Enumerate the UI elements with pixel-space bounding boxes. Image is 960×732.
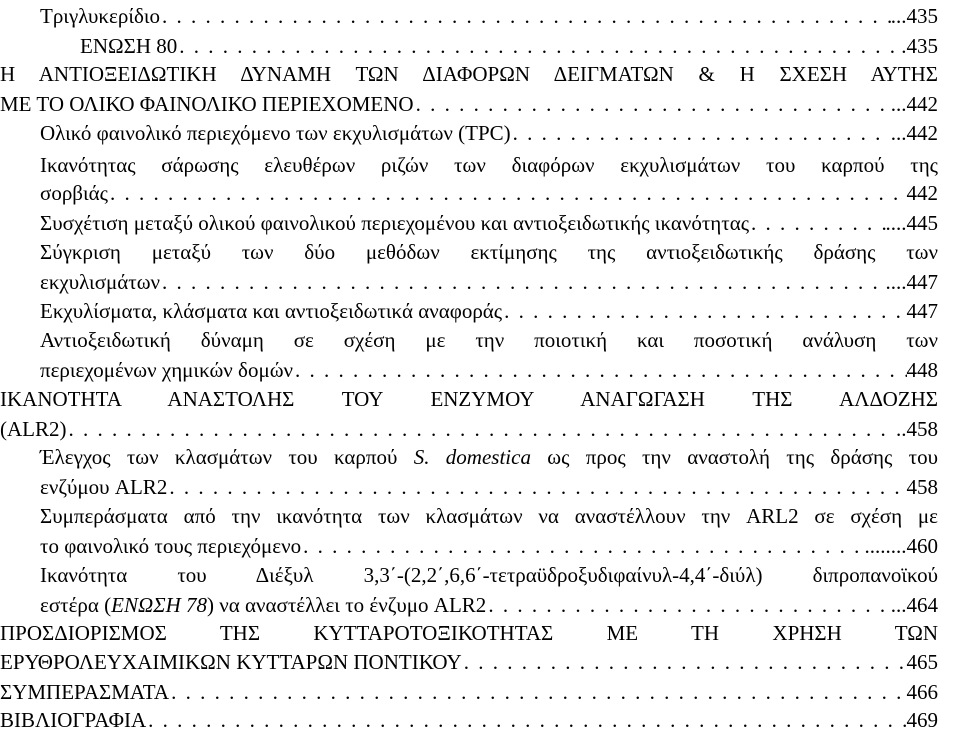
dot-leader: [749, 211, 885, 235]
toc-entry-title: Εκχυλίσματα, κλάσματα και αντιοξειδωτικά αναφοράς: [40, 299, 503, 323]
toc-entry: [0, 413, 938, 441]
dot-leader: [462, 650, 907, 674]
toc-entry-title: Ικανότητα του Διέξυλ 3,3΄-(2,2΄,6,6΄-τετραϋδροξυδιφαίνυλ-4,4΄-διύλ) διπροπανοϊκού: [40, 563, 938, 587]
toc-entry: [40, 471, 938, 499]
toc-entry-title: Συμπεράσματα από την ικανότητα των κλασμάτων να αναστέλλουν την ARL2 σε σχέση με: [40, 504, 938, 528]
toc-entry-title: ΠΡΟΣΔΙΟΡΙΣΜΟΣ ΤΗΣ ΚΥΤΤΑΡΟΤΟΞΙΚΟΤΗΤΑΣ ΜΕ ΤΗ ΧΡΗΣΗ ΤΩΝ: [0, 621, 938, 645]
toc-entry-title: [40, 593, 486, 617]
toc-entry: [40, 354, 938, 382]
toc-entry-title: Συσχέτιση μεταξύ ολικού φαινολικού περιεχομένου και αντιοξειδωτικής ικανότητας: [40, 211, 750, 235]
toc-entry: [0, 704, 938, 732]
toc-entry-title: Ολικό φαινολικό περιεχόμενο των εκχυλισμάτων (TPC): [40, 121, 511, 145]
toc-entry: [40, 500, 938, 528]
toc-entry: [40, 0, 938, 28]
toc-entry-page: 447: [906, 299, 938, 323]
toc-entry-title: ΙΚΑΝΟΤΗΤΑ ΑΝΑΣΤΟΛΗΣ ΤΟΥ ΕΝΖΥΜΟΥ ΑΝΑΓΩΓΑΣΗ ΤΗΣ ΑΛΔΟΖΗΣ: [0, 387, 938, 411]
dot-leader: [167, 475, 906, 499]
toc-entry: [0, 383, 938, 411]
toc-entry-title: ενζύμου ALR2: [40, 475, 168, 499]
toc-entry-title: ΕΝΩΣΗ 80: [80, 34, 178, 58]
toc-entry: [40, 530, 938, 558]
toc-entry-page: .435: [901, 34, 938, 58]
toc-entry-title: ΣΥΜΠΕΡΑΣΜΑΤΑ: [0, 680, 170, 704]
toc-entry: [40, 559, 938, 587]
toc-entry-title: Αντιοξειδωτική δύναμη σε σχέση με την ποιοτική και ποσοτική ανάλυση των: [40, 328, 938, 352]
toc-entry: [40, 266, 938, 294]
toc-entry-title: ΕΡΥΘΡΟΛΕΥΧΑΙΜΙΚΩΝ ΚΥΤΤΑΡΩΝ ΠΟΝΤΙΚΟΥ: [0, 650, 462, 674]
toc-entry-page: ....447: [885, 270, 938, 294]
toc-entry-page: ..458: [896, 417, 938, 441]
dot-leader: [169, 680, 906, 704]
toc-entry-title: Σύγκριση μεταξύ των δύο μεθόδων εκτίμησης της αντιοξειδωτικής δράσης των: [40, 240, 938, 264]
toc-entry-title-text: ) να αναστέλλει το ένζυμο ALR2: [207, 593, 487, 617]
dot-leader: [293, 358, 906, 382]
toc-entry: [40, 207, 938, 235]
toc-entry-page: 469: [906, 708, 938, 732]
toc-entry: [40, 177, 938, 205]
toc-entry: [40, 149, 938, 177]
toc-entry: [0, 617, 938, 645]
toc-entry: [80, 30, 938, 58]
species-name: S. domestica: [413, 445, 531, 469]
toc-entry: [40, 117, 938, 145]
toc-entry-title-text: ως προς την αναστολή της δράσης του: [530, 445, 938, 469]
dot-leader: [108, 181, 907, 205]
toc-entry: [40, 324, 938, 352]
toc-entry: [40, 236, 938, 264]
toc-entry-page: 448: [906, 358, 938, 382]
dot-leader: [160, 270, 885, 294]
toc-entry-title: ΒΙΒΛΙΟΓΡΑΦΙΑ: [0, 708, 147, 732]
toc-entry-page: ........460: [864, 534, 938, 558]
dot-leader: [511, 121, 891, 145]
toc-entry: [40, 441, 938, 469]
toc-entry-title-text: Έλεγχος των κλασμάτων του καρπού: [40, 445, 414, 469]
dot-leader: [486, 593, 890, 617]
toc-entry-title: σορβιάς: [40, 181, 108, 205]
dot-leader: [177, 34, 901, 58]
toc-entry-page: 466: [906, 680, 938, 704]
toc-entry: [0, 58, 938, 86]
dot-leader: [160, 4, 891, 28]
toc-entry-page: 442: [906, 181, 938, 205]
compound-label: ΕΝΩΣΗ 78: [111, 593, 208, 617]
toc-entry-page: 465: [906, 650, 938, 674]
toc-entry-page: 458: [906, 475, 938, 499]
toc-entry: [0, 646, 938, 674]
dot-leader: [414, 92, 891, 116]
dot-leader: [67, 417, 897, 441]
toc-entry: [40, 295, 938, 323]
toc-entry-page: ...464: [890, 593, 938, 617]
toc-entry-title: ΜΕ ΤΟ ΟΛΙΚΟ ΦΑΙΝΟΛΙΚΟ ΠΕΡΙΕΧΟΜΕΝΟ: [0, 92, 414, 116]
toc-entry-title: το φαινολικό τους περιεχόμενο: [40, 534, 302, 558]
toc-entry-page: ...442: [890, 121, 938, 145]
toc-entry-title: εκχυλισμάτων: [40, 270, 161, 294]
toc-entry-title: Η ΑΝΤΙΟΞΕΙΔΩΤΙΚΗ ΔΥΝΑΜΗ ΤΩΝ ΔΙΑΦΟΡΩΝ ΔΕΙΓΜΑΤΩΝ & Η ΣΧΕΣΗ ΑΥΤΗΣ: [0, 62, 938, 86]
toc-entry-title-text: εστέρα (: [40, 593, 112, 617]
dot-leader: [502, 299, 906, 323]
toc-entry-title: [40, 445, 938, 469]
toc-entry: [40, 589, 938, 617]
toc-entry-page: ...435: [890, 4, 938, 28]
toc-entry-page: ...442: [890, 92, 938, 116]
toc-entry-page: ....445: [885, 211, 938, 235]
toc-entry-title: (ALR2): [0, 417, 67, 441]
toc-entry: [0, 676, 938, 704]
dot-leader: [301, 534, 864, 558]
toc-entry-title: περιεχομένων χημικών δομών: [40, 358, 294, 382]
toc-entry-title: Ικανότητας σάρωσης ελευθέρων ριζών των διαφόρων εκχυλισμάτων του καρπού της: [40, 153, 938, 177]
toc-entry-title: Τριγλυκερίδιο: [40, 4, 161, 28]
toc-entry: [0, 88, 938, 116]
